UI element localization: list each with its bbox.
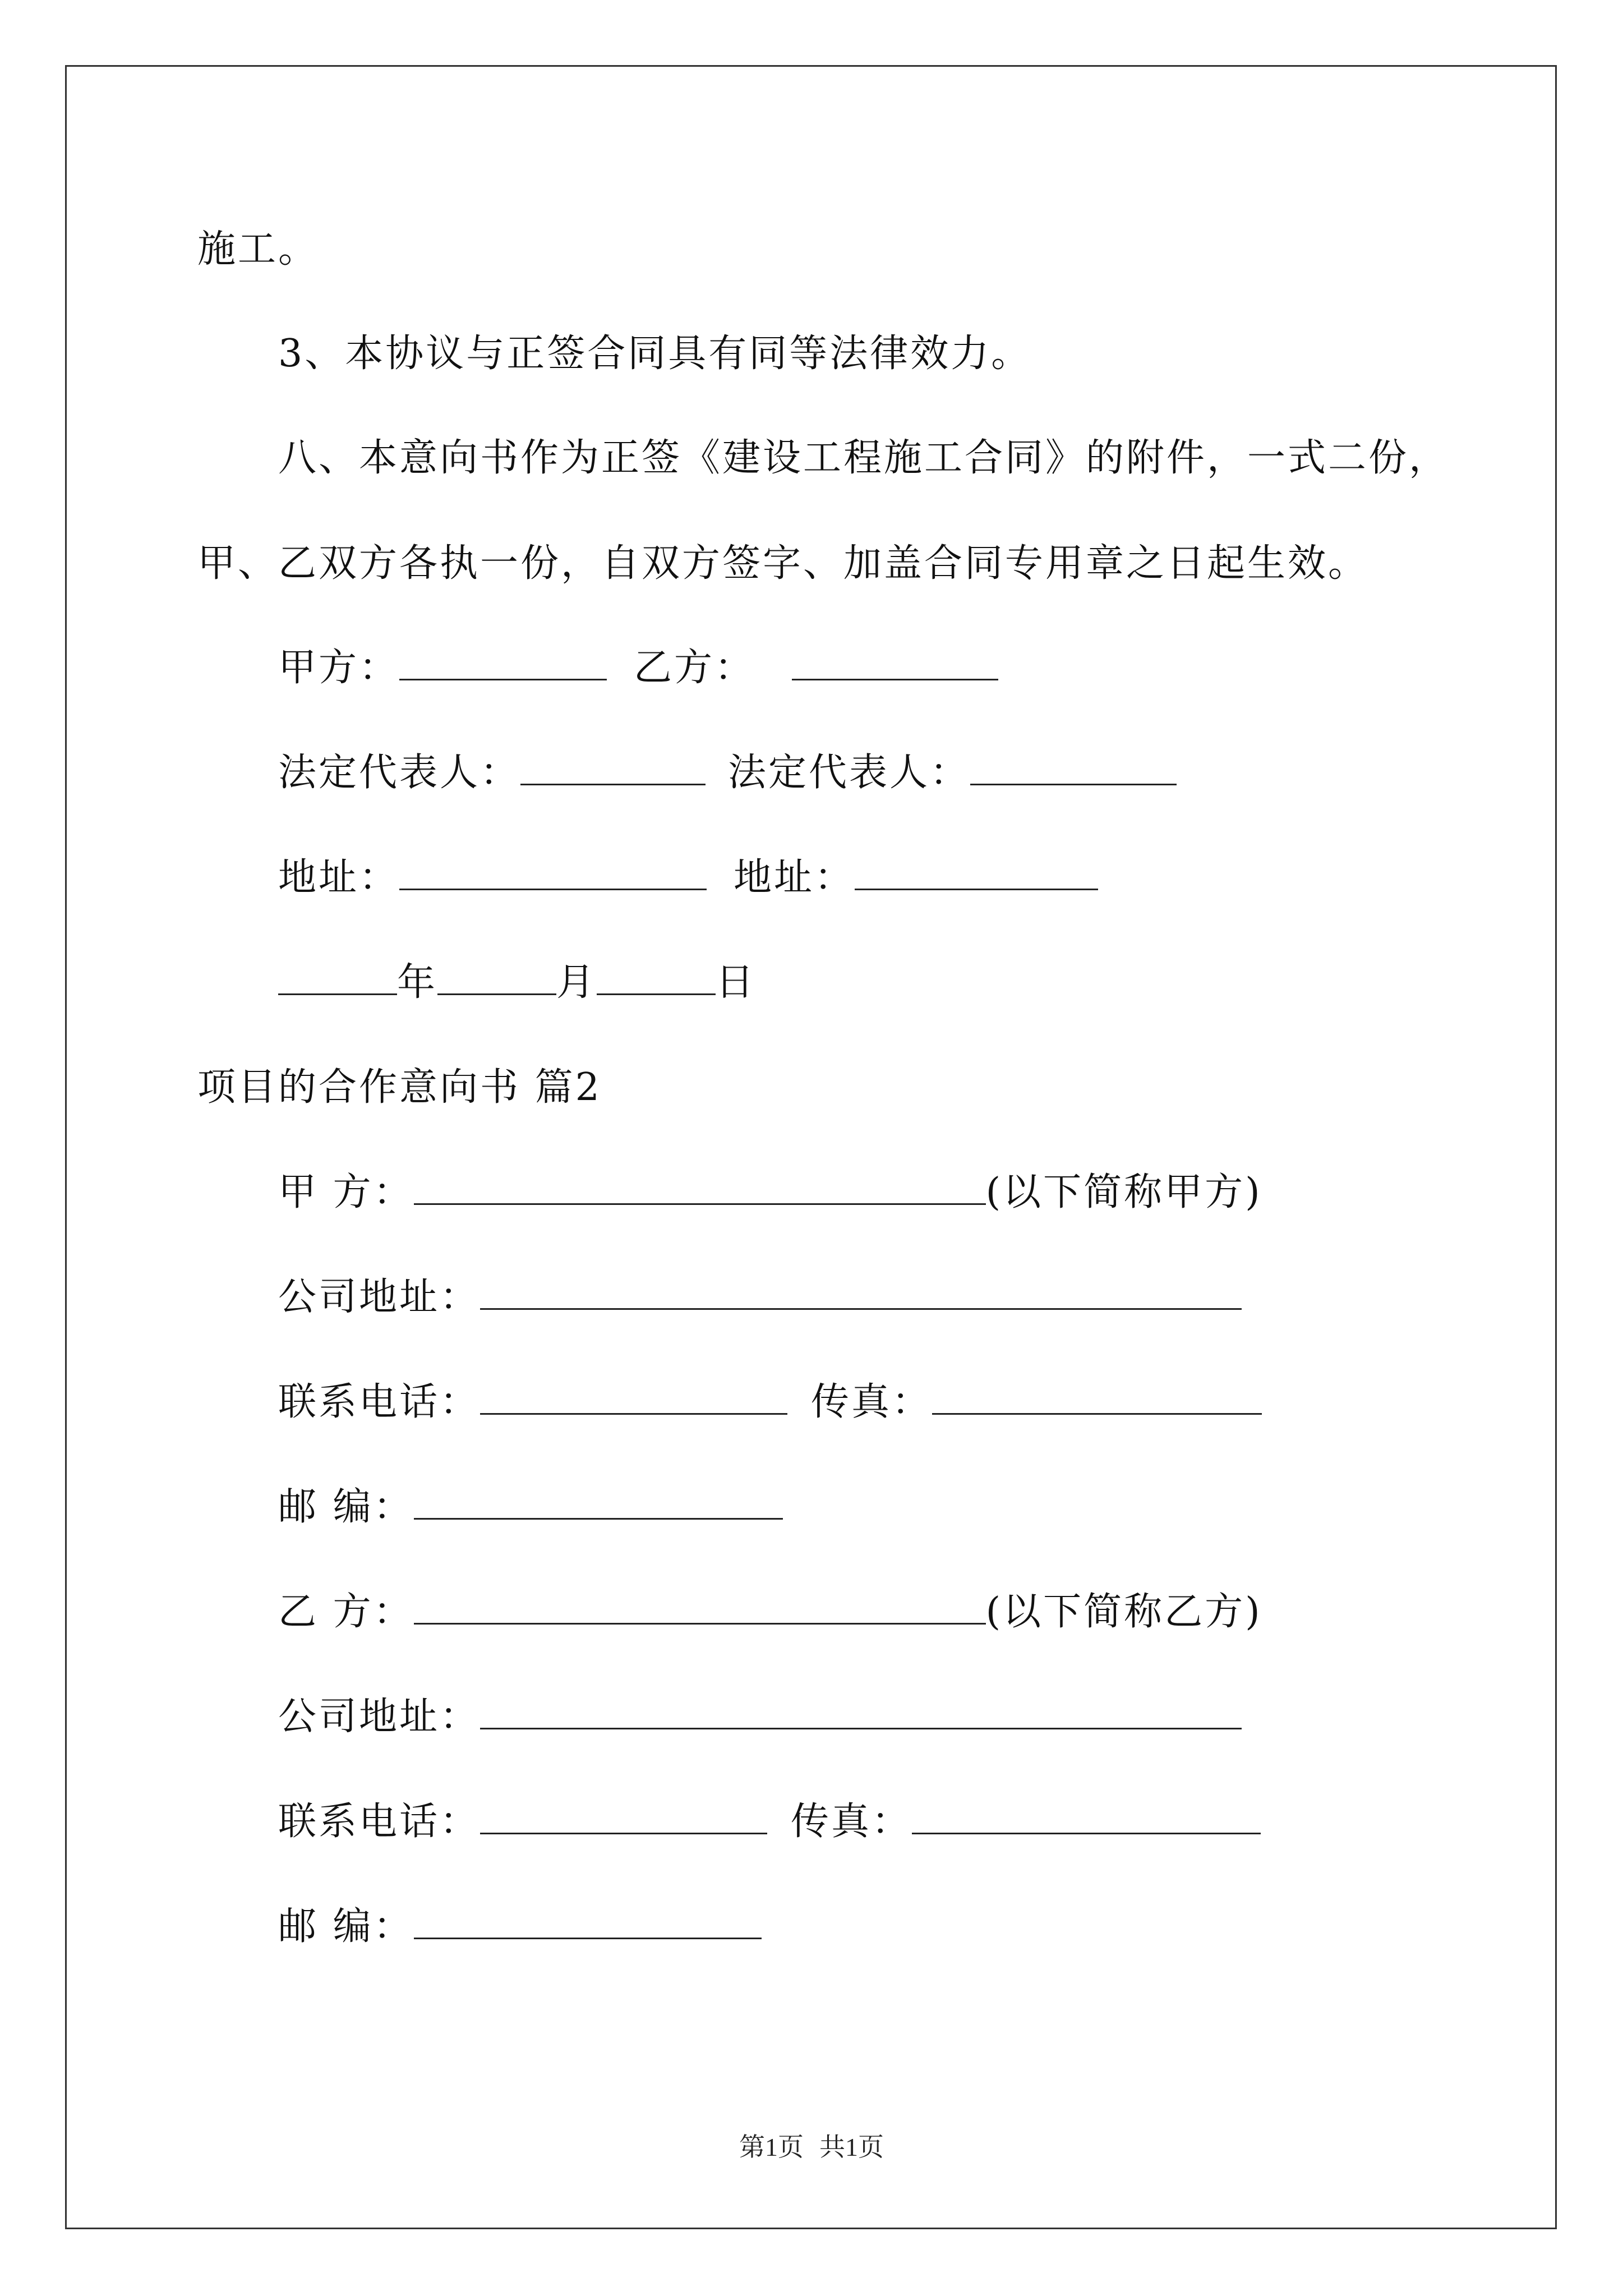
paragraph-line: 3、本协议与正签合同具有同等法律效力。 (278, 332, 1032, 376)
party-a-name-row (278, 1167, 1262, 1218)
party-b-address-row (278, 1692, 1242, 1742)
party-a-name-label: 甲 方： (278, 1170, 414, 1214)
party-a-phone-blank[interactable] (480, 1382, 787, 1415)
party-a-contact-row (278, 1377, 1262, 1428)
party-a-postcode-row (278, 1482, 783, 1533)
day-blank[interactable] (597, 962, 716, 995)
party-b-postcode-blank[interactable] (414, 1906, 762, 1939)
month-label: 月 (556, 960, 597, 1005)
party-a-label: 甲方： (278, 646, 400, 690)
rep-b-blank[interactable] (970, 752, 1177, 785)
party-a-suffix: (以下简称甲方) (985, 1170, 1262, 1214)
party-a-address-row (278, 1272, 1242, 1323)
month-blank[interactable] (437, 962, 556, 995)
party-a-address-label: 公司地址： (278, 1275, 481, 1319)
party-b-address-blank[interactable] (480, 1696, 1242, 1729)
signature-rep-row (278, 748, 1177, 798)
address-a-blank[interactable] (399, 857, 707, 890)
page-total: 共1页 (819, 2133, 884, 2161)
rep-a-label: 法定代表人： (278, 751, 521, 795)
party-a-address-blank[interactable] (480, 1277, 1242, 1310)
address-b-blank[interactable] (855, 857, 1098, 890)
party-b-postcode-label: 邮 编： (278, 1904, 414, 1949)
date-row (278, 958, 756, 1008)
party-b-label: 乙方： (634, 646, 755, 690)
page-footer (0, 2131, 1623, 2164)
rep-a-blank[interactable] (520, 752, 706, 785)
signature-party-row (278, 643, 998, 693)
year-blank[interactable] (278, 962, 397, 995)
party-a-fax-label: 传真： (811, 1380, 933, 1424)
party-a-blank[interactable] (399, 647, 607, 680)
party-b-name-blank[interactable] (414, 1591, 986, 1625)
party-b-contact-row (278, 1797, 1261, 1847)
party-b-phone-blank[interactable] (480, 1801, 767, 1834)
party-b-suffix: (以下简称乙方) (985, 1590, 1262, 1634)
party-a-phone-label: 联系电话： (278, 1380, 481, 1424)
paragraph-line: 甲、乙双方各执一份，自双方签字、加盖合同专用章之日起生效。 (197, 541, 1369, 586)
party-b-fax-label: 传真： (791, 1800, 912, 1844)
party-b-phone-label: 联系电话： (278, 1800, 481, 1844)
signature-address-row (278, 853, 1098, 903)
party-b-name-label: 乙 方： (278, 1590, 414, 1634)
paragraph-line: 八、本意向书作为正签《建设工程施工合同》的附件，一式二份， (278, 436, 1450, 480)
party-a-postcode-label: 邮 编： (278, 1485, 414, 1529)
party-a-name-blank[interactable] (414, 1172, 986, 1205)
party-a-fax-blank[interactable] (932, 1382, 1262, 1415)
year-label: 年 (397, 960, 438, 1005)
day-label: 日 (716, 960, 757, 1005)
paragraph-line: 施工。 (197, 227, 319, 272)
address-b-label: 地址： (734, 855, 855, 900)
page-number: 第1页 (739, 2133, 804, 2161)
address-a-label: 地址： (278, 855, 400, 900)
party-a-postcode-blank[interactable] (414, 1487, 783, 1520)
party-b-address-label: 公司地址： (278, 1695, 481, 1739)
party-b-blank[interactable] (792, 647, 998, 680)
party-b-postcode-row (278, 1902, 762, 1952)
party-b-name-row (278, 1587, 1262, 1637)
section-title: 项目的合作意向书 篇2 (197, 1065, 602, 1110)
party-b-fax-blank[interactable] (912, 1801, 1261, 1834)
rep-b-label: 法定代表人： (728, 751, 971, 795)
